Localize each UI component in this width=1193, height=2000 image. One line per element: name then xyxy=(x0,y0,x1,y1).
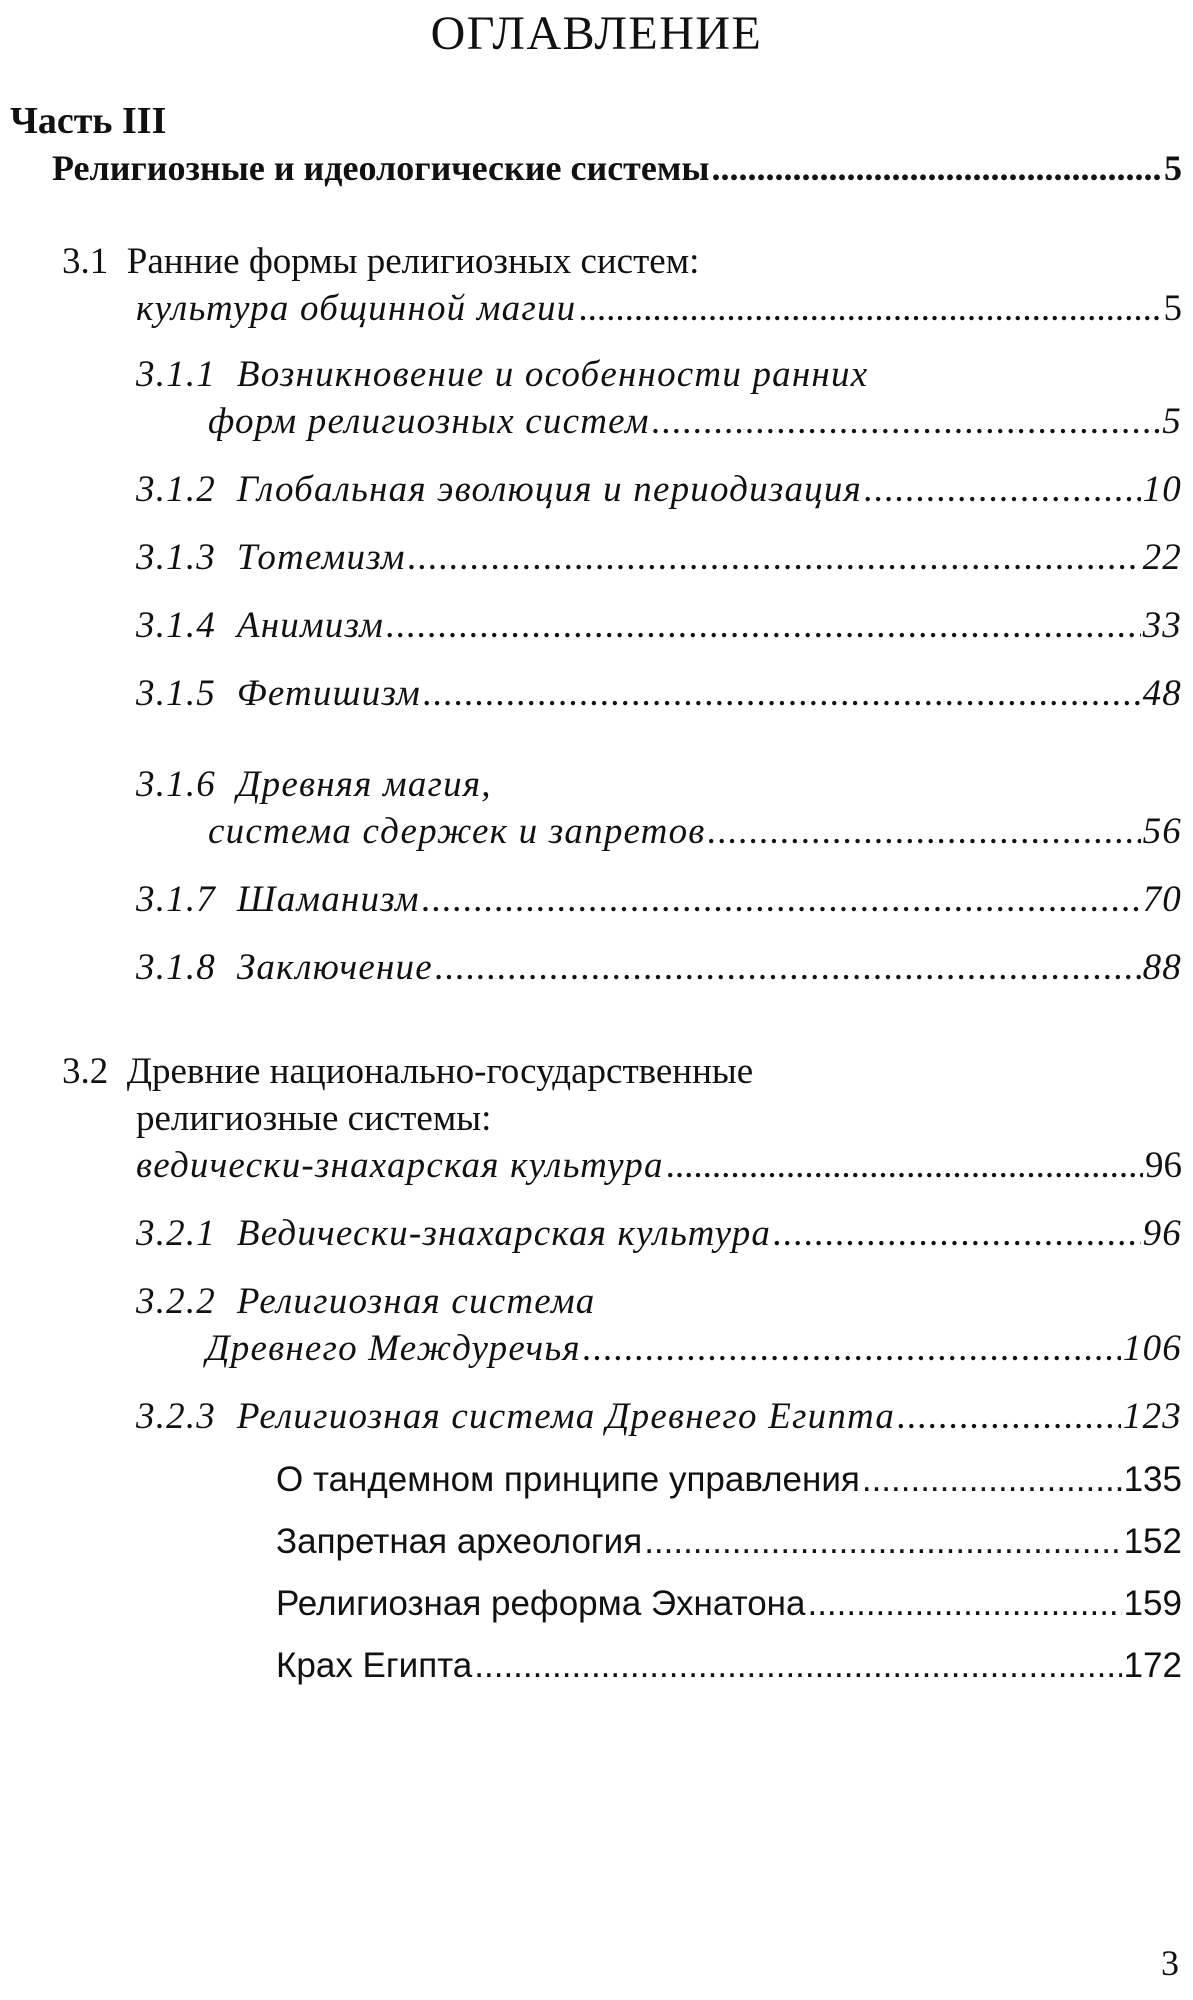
leader-dots xyxy=(435,945,1141,991)
entry-title: Тотемизм xyxy=(236,537,406,578)
entry-text xyxy=(136,1211,771,1257)
section-title-line2: религиозные системы: xyxy=(136,1098,492,1139)
leader-dots xyxy=(711,146,1162,190)
toc-entry-3-2[interactable] xyxy=(136,1143,1182,1189)
toc-entry-3-1-5[interactable] xyxy=(136,671,1182,717)
section-number: 3.2 xyxy=(62,1051,109,1092)
toc-entry-part-title[interactable] xyxy=(52,146,1182,190)
leader-dots xyxy=(474,1644,1121,1688)
toc-entry-3-1-6-line1 xyxy=(136,762,492,808)
entry-page: 56 xyxy=(1142,811,1182,852)
entry-page: 48 xyxy=(1142,673,1182,714)
entry-text: Религиозная реформа Эхнатона xyxy=(276,1584,806,1623)
entry-title: Шаманизм xyxy=(236,879,420,920)
entry-text xyxy=(136,1394,895,1440)
leader-dots xyxy=(408,535,1141,581)
toc-entry-3-1-3[interactable] xyxy=(136,535,1182,581)
entry-number: 3.1.8 xyxy=(136,947,216,988)
entry-text xyxy=(136,671,421,717)
toc-entry-3-1-4[interactable] xyxy=(136,603,1182,649)
toc-entry-3-1[interactable] xyxy=(136,286,1182,332)
section-3-2-heading-line1 xyxy=(62,1049,753,1095)
entry-text xyxy=(136,535,406,581)
entry-number: 3.1.6 xyxy=(136,764,216,805)
entry-number: 3.2.3 xyxy=(136,1396,216,1437)
leader-dots xyxy=(862,1458,1122,1502)
entry-number: 3.1.5 xyxy=(136,673,216,714)
entry-number: 3.1.3 xyxy=(136,537,216,578)
section-title-line1: Древние национально-государственные xyxy=(126,1051,754,1092)
entry-number: 3.1.7 xyxy=(136,879,216,920)
entry-title: Анимизм xyxy=(236,605,385,646)
entry-text: Запретная археология xyxy=(276,1522,643,1561)
entry-text: Крах Египта xyxy=(276,1646,473,1685)
entry-text-line1: Древняя магия, xyxy=(236,764,492,805)
leader-dots xyxy=(666,1143,1143,1189)
entry-text: ведически-знахарская культура xyxy=(136,1145,664,1186)
entry-page: 123 xyxy=(1122,1396,1182,1437)
entry-text xyxy=(136,467,862,513)
entry-page: 88 xyxy=(1142,947,1182,988)
entry-number: 3.2.1 xyxy=(136,1213,216,1254)
leader-dots xyxy=(583,1326,1121,1372)
entry-page: 96 xyxy=(1145,1145,1182,1186)
entry-title: Заключение xyxy=(236,947,433,988)
section-3-2-heading-line2 xyxy=(136,1096,491,1142)
page-number: 3 xyxy=(1161,1943,1179,1983)
entry-page: 70 xyxy=(1142,879,1182,920)
entry-page: 22 xyxy=(1142,537,1182,578)
leader-dots xyxy=(864,467,1141,513)
toc-entry-3-2-2[interactable] xyxy=(206,1326,1182,1372)
leader-dots xyxy=(708,809,1141,855)
entry-page: 159 xyxy=(1123,1584,1182,1623)
entry-page: 106 xyxy=(1122,1328,1182,1369)
entry-text: О тандемном принципе управления xyxy=(276,1460,860,1499)
toc-subentry-tandem[interactable] xyxy=(276,1458,1182,1502)
entry-title: Религиозная система Древнего Египта xyxy=(236,1396,896,1437)
leader-dots xyxy=(897,1394,1121,1440)
entry-number: 3.2.2 xyxy=(136,1281,216,1322)
section-number: 3.1 xyxy=(62,241,109,282)
toc-entry-3-2-2-line1 xyxy=(136,1279,595,1325)
leader-dots xyxy=(578,286,1161,332)
toc-subentry-akhenaten[interactable] xyxy=(276,1582,1182,1626)
entry-page: 5 xyxy=(1164,148,1182,188)
leader-dots xyxy=(644,1520,1121,1564)
leader-dots xyxy=(807,1582,1121,1626)
toc-entry-3-1-7[interactable] xyxy=(136,877,1182,923)
toc-entry-3-1-1[interactable] xyxy=(208,399,1182,445)
toc-entry-3-1-6[interactable] xyxy=(208,809,1182,855)
entry-page: 5 xyxy=(1163,288,1182,329)
entry-text xyxy=(136,877,420,923)
part-label: Часть III xyxy=(10,100,167,142)
page-title: ОГЛАВЛЕНИЕ xyxy=(430,7,763,60)
entry-text: культура общинной магии xyxy=(136,288,577,329)
entry-text: Древнего Междуречья xyxy=(206,1328,581,1369)
entry-text: форм религиозных систем xyxy=(208,401,650,442)
entry-page: 10 xyxy=(1142,469,1182,510)
leader-dots xyxy=(773,1211,1140,1257)
entry-page: 135 xyxy=(1123,1460,1182,1499)
toc-entry-3-1-2[interactable] xyxy=(136,467,1182,513)
leader-dots xyxy=(422,877,1141,923)
entry-page: 152 xyxy=(1123,1522,1182,1561)
entry-page: 172 xyxy=(1123,1646,1182,1685)
leader-dots xyxy=(652,399,1161,445)
toc-entry-3-1-1-line1 xyxy=(136,352,868,398)
toc-subentry-egypt-collapse[interactable] xyxy=(276,1644,1182,1688)
toc-entry-3-2-1[interactable] xyxy=(136,1211,1182,1257)
entry-title: Фетишизм xyxy=(236,673,421,714)
entry-page: 5 xyxy=(1162,401,1182,442)
entry-number: 3.1.4 xyxy=(136,605,216,646)
section-title-line1: Ранние формы религиозных систем: xyxy=(126,241,700,282)
toc-entry-3-2-3[interactable] xyxy=(136,1394,1182,1440)
entry-text xyxy=(136,603,384,649)
section-3-1-heading xyxy=(62,239,699,285)
entry-title: Глобальная эволюция и периодизация xyxy=(236,469,862,510)
entry-number: 3.1.2 xyxy=(136,469,216,510)
leader-dots xyxy=(423,671,1141,717)
toc-entry-3-1-8[interactable] xyxy=(136,945,1182,991)
entry-text-line1: Религиозная система xyxy=(236,1281,596,1322)
entry-text xyxy=(136,945,433,991)
toc-subentry-archaeology[interactable] xyxy=(276,1520,1182,1564)
entry-text: система сдержек и запретов xyxy=(208,811,706,852)
entry-page: 96 xyxy=(1142,1213,1182,1254)
entry-title: Ведически-знахарская культура xyxy=(236,1213,772,1254)
leader-dots xyxy=(386,603,1141,649)
entry-text-line1: Возникновение и особенности ранних xyxy=(236,354,869,395)
entry-page: 33 xyxy=(1142,605,1182,646)
entry-number: 3.1.1 xyxy=(136,354,216,395)
entry-text: Религиозные и идеологические системы xyxy=(52,148,710,188)
